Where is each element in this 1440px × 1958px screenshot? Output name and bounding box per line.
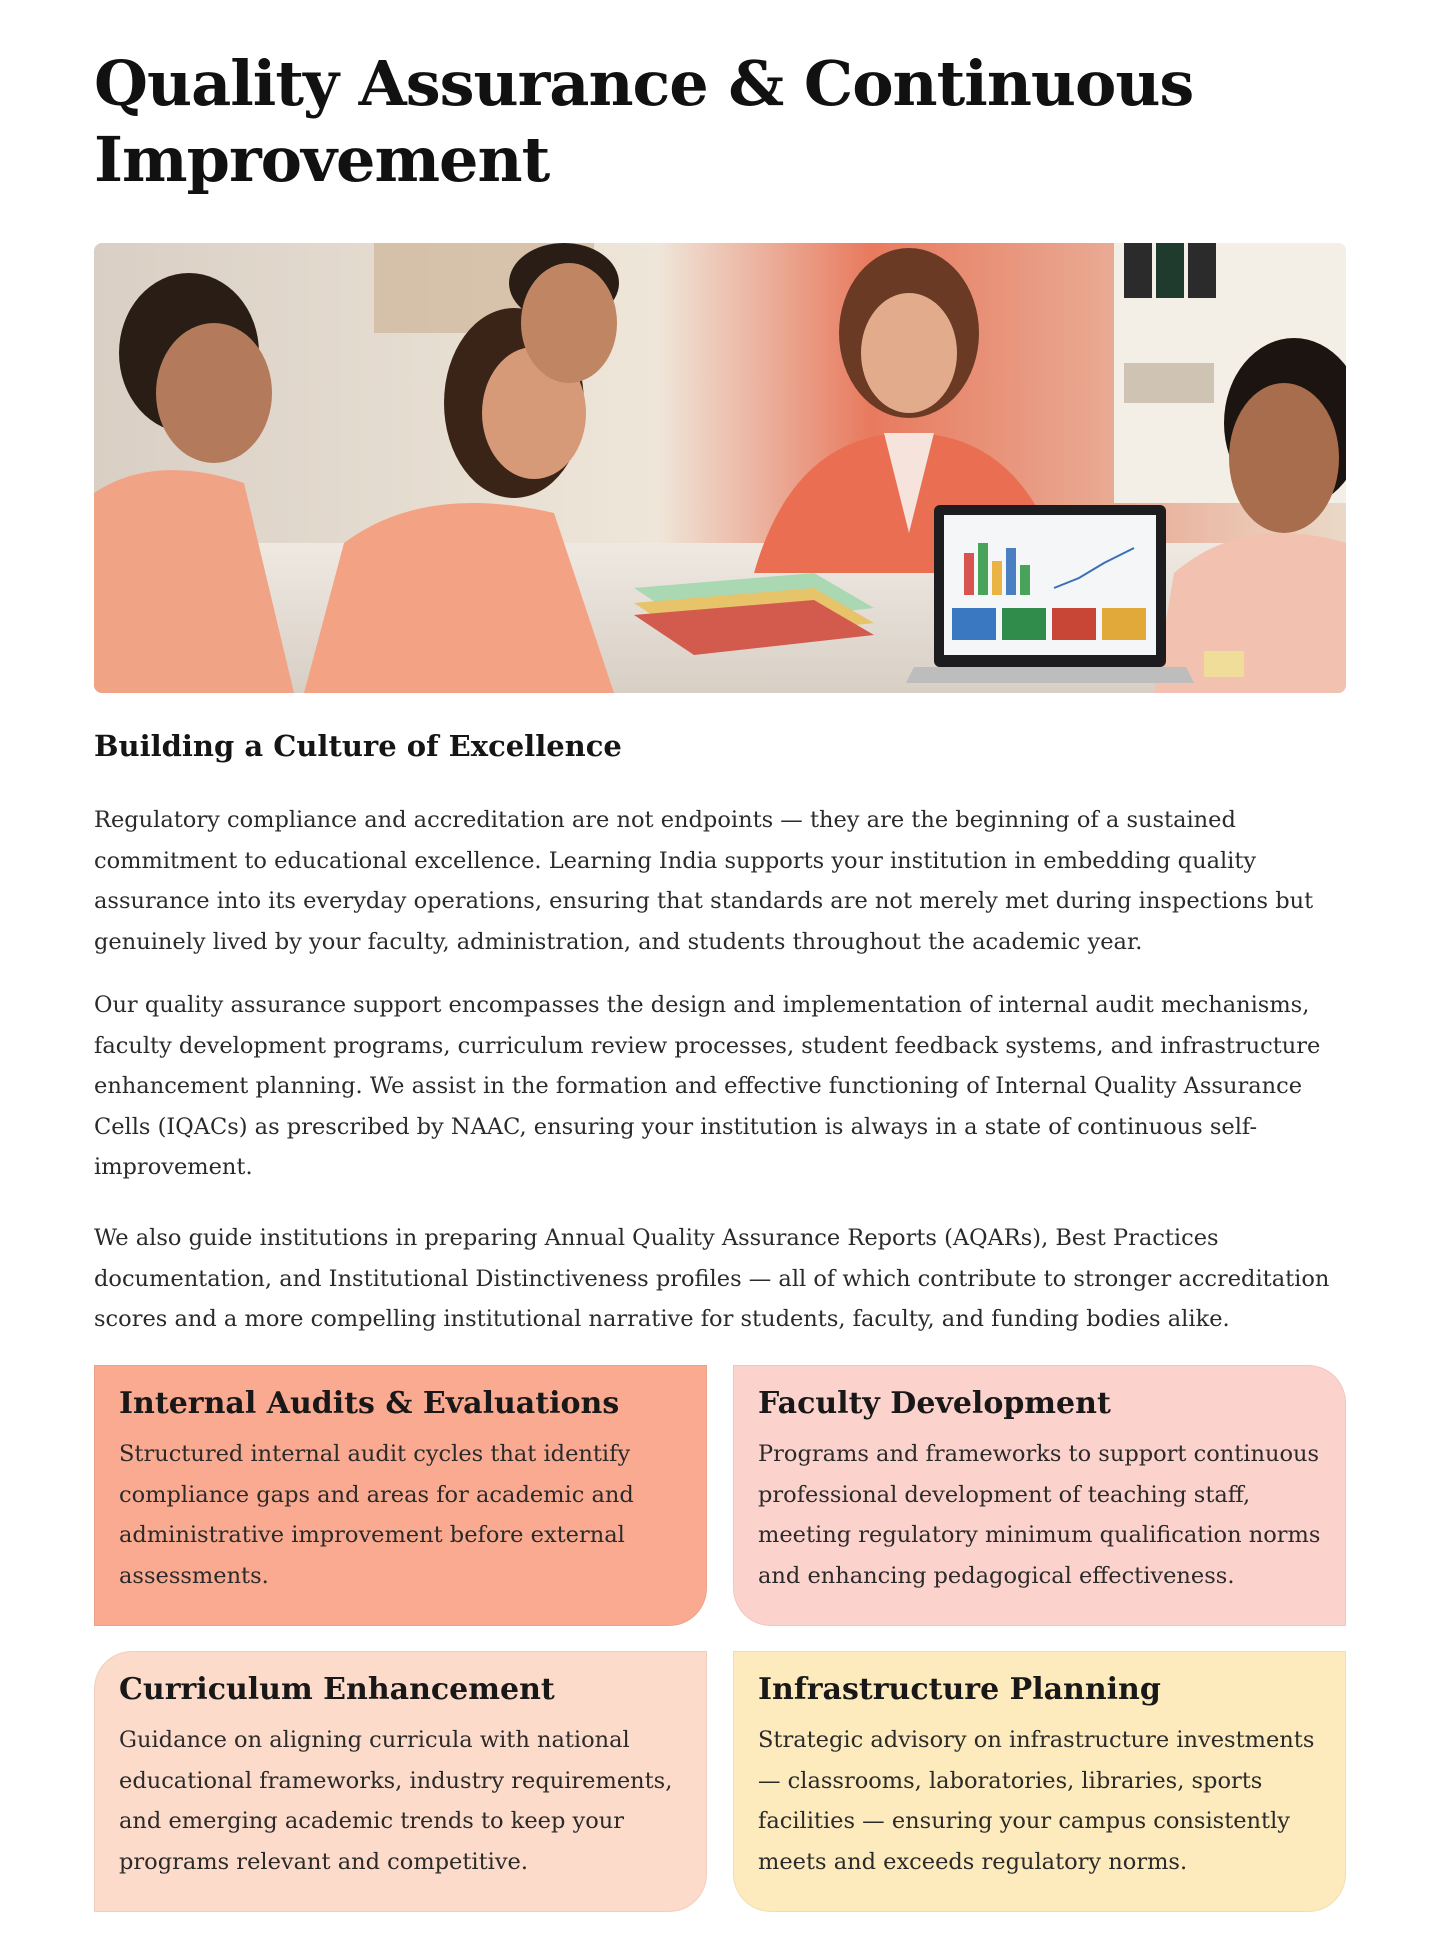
card-body: Programs and frameworks to support continuous professional development of teaching staff, meeting regulatory minimum qualification norms and enhancing pedagogical effectiveness. [758, 1441, 1321, 1589]
support-paragraph: Our quality assurance support encompasses the design and implementation of internal audit mechanisms, faculty development programs, curriculum review processes, student feedback systems, and infrastructure enhancement planning. We assist in the formation and effective functioning of Internal Quality Assurance Cells (IQACs) as prescribed by NAAC, ensuring your institution is always in a state of continuous self-improvement. [94, 992, 1321, 1180]
card-body: Strategic advisory on infrastructure investments — classrooms, laboratories, libraries, sports facilities — ensuring your campus consistently meets and exceeds regulatory norms. [758, 1727, 1315, 1875]
card-title: Infrastructure Planning [758, 1672, 1161, 1707]
hero-image [94, 243, 1346, 693]
team-meeting-illustration [94, 243, 1346, 693]
card-title: Curriculum Enhancement [119, 1672, 555, 1707]
card-infrastructure-planning [733, 1651, 1346, 1912]
intro-paragraph: Regulatory compliance and accreditation are not endpoints — they are the beginning of a sustained commitment to educational excellence. Learning India supports your institution in embedding quality assurance into its everyday operations, ensuring that standards are not merely met during inspections but genuinely lived by your faculty, administration, and students throughout the academic year. [94, 807, 1314, 955]
card-faculty-development [733, 1365, 1346, 1626]
card-title: Internal Audits & Evaluations [119, 1386, 620, 1421]
card-body: Structured internal audit cycles that identify compliance gaps and areas for academic and administrative improvement before external assessments. [119, 1441, 634, 1589]
reports-paragraph: We also guide institutions in preparing Annual Quality Assurance Reports (AQARs), Best Practices documentation, and Institutional Distinctiveness profiles — all of which contribute to stronger accreditation scores and a more compelling institutional narrative for students, faculty, and funding bodies alike. [94, 1225, 1330, 1332]
section-heading: Building a Culture of Excellence [94, 729, 622, 763]
card-internal-audits [94, 1365, 707, 1626]
page-title: Quality Assurance & Continuous Improvement [94, 47, 1194, 196]
card-title: Faculty Development [758, 1386, 1111, 1421]
card-curriculum-enhancement [94, 1651, 707, 1912]
card-body: Guidance on aligning curricula with national educational frameworks, industry requirements, and emerging academic trends to keep your programs relevant and competitive. [119, 1727, 673, 1875]
